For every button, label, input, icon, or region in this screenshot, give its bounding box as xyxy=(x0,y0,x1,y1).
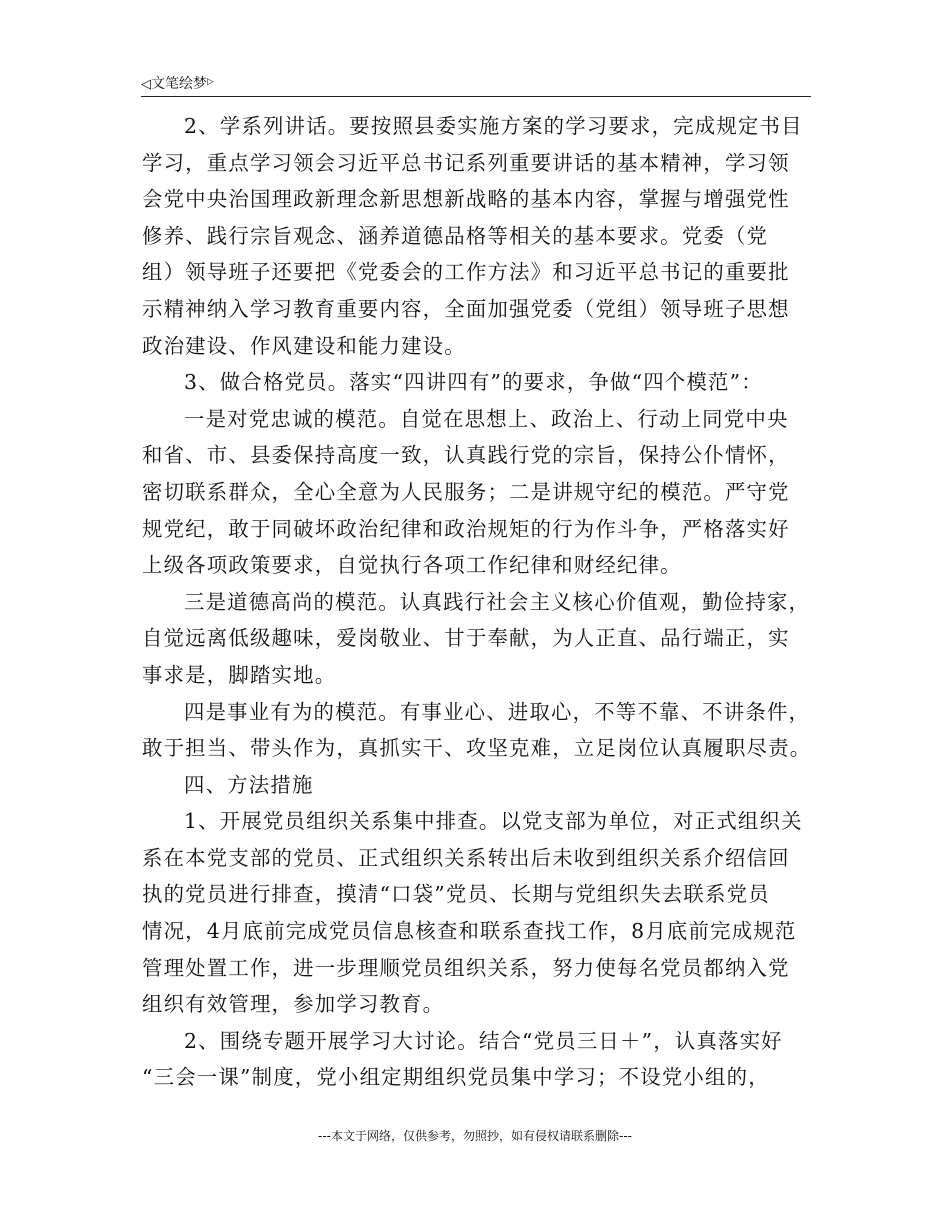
text-line: 组织有效管理，参加学习教育。 xyxy=(142,992,445,1017)
text-line: 3、做合格党员。落实“四讲四有”的要求，争做“四个模范”： xyxy=(184,370,763,395)
text-line: 政治建设、作风建设和能力建设。 xyxy=(142,333,466,358)
text-line: 三是道德高尚的模范。认真践行社会主义核心价值观，勤俭持家， xyxy=(184,589,811,614)
text-line: “三会一课”制度，党小组定期组织党员集中学习；不设党小组的， xyxy=(142,1065,770,1090)
text-line: 情况，4月底前完成党员信息核查和联系查找工作，8月底前完成规范 xyxy=(142,919,797,944)
text-line: 上级各项政策要求，自觉执行各项工作纪律和财经纪律。 xyxy=(142,553,682,578)
right-triangle-icon: ▷ xyxy=(207,77,214,87)
text-line: 事求是，脚踏实地。 xyxy=(142,662,337,687)
text-line: 组）领导班子还要把《党委会的工作方法》和习近平总书记的重要批 xyxy=(142,260,790,285)
left-triangle-icon: ◁ xyxy=(141,77,151,92)
text-line: 示精神纳入学习教育重要内容，全面加强党委（党组）领导班子思想 xyxy=(142,296,790,321)
text-line: 学习，重点学习领会习近平总书记系列重要讲话的基本精神，学习领 xyxy=(142,150,790,175)
text-line: 2、学系列讲话。要按照县委实施方案的学习要求，完成规定书目 xyxy=(184,114,803,138)
text-line: 敢于担当、带头作为，真抓实干、攻坚克难，立足岗位认真履职尽责。 xyxy=(142,736,812,761)
text-line: 和省、市、县委保持高度一致，认真践行党的宗旨，保持公仆情怀， xyxy=(142,443,790,468)
text-line: 四、方法措施 xyxy=(184,772,314,797)
text-line: 1、开展党员组织关系集中排查。以党支部为单位，对正式组织关 xyxy=(184,809,803,834)
text-line: 会党中央治国理政新理念新思想新战略的基本内容，掌握与增强党性 xyxy=(142,187,790,212)
text-line: 规党纪，敢于同破坏政治纪律和政治规矩的行为作斗争，严格落实好 xyxy=(142,516,790,541)
header-brand: 文笔绘梦 xyxy=(151,76,207,92)
page-footer: ---本文于网络，仅供参考，勿照抄，如有侵权请联系删除--- xyxy=(318,1129,632,1143)
text-line: 系在本党支部的党员、正式组织关系转出后未收到组织关系介绍信回 xyxy=(142,845,790,870)
text-line: 执的党员进行排查，摸清“口袋”党员、长期与党组织失去联系党员 xyxy=(142,882,770,907)
text-line: 一是对党忠诚的模范。自觉在思想上、政治上、行动上同党中央 xyxy=(184,406,789,431)
document-body xyxy=(142,108,812,1096)
page-header xyxy=(141,72,811,97)
text-line: 密切联系群众，全心全意为人民服务；二是讲规守纪的模范。严守党 xyxy=(142,479,790,504)
text-line: 管理处置工作，进一步理顺党员组织关系，努力使每名党员都纳入党 xyxy=(142,955,790,980)
text-line: 2、围绕专题开展学习大讨论。结合“党员三日＋”，认真落实好 xyxy=(184,1028,783,1053)
text-line: 修养、践行宗旨观念、涵养道德品格等相关的基本要求。党委（党 xyxy=(142,223,769,248)
text-line: 四是事业有为的模范。有事业心、进取心，不等不靠、不讲条件， xyxy=(184,699,811,724)
text-line: 自觉远离低级趣味，爱岗敬业、甘于奉献，为人正直、品行端正，实 xyxy=(142,626,790,651)
